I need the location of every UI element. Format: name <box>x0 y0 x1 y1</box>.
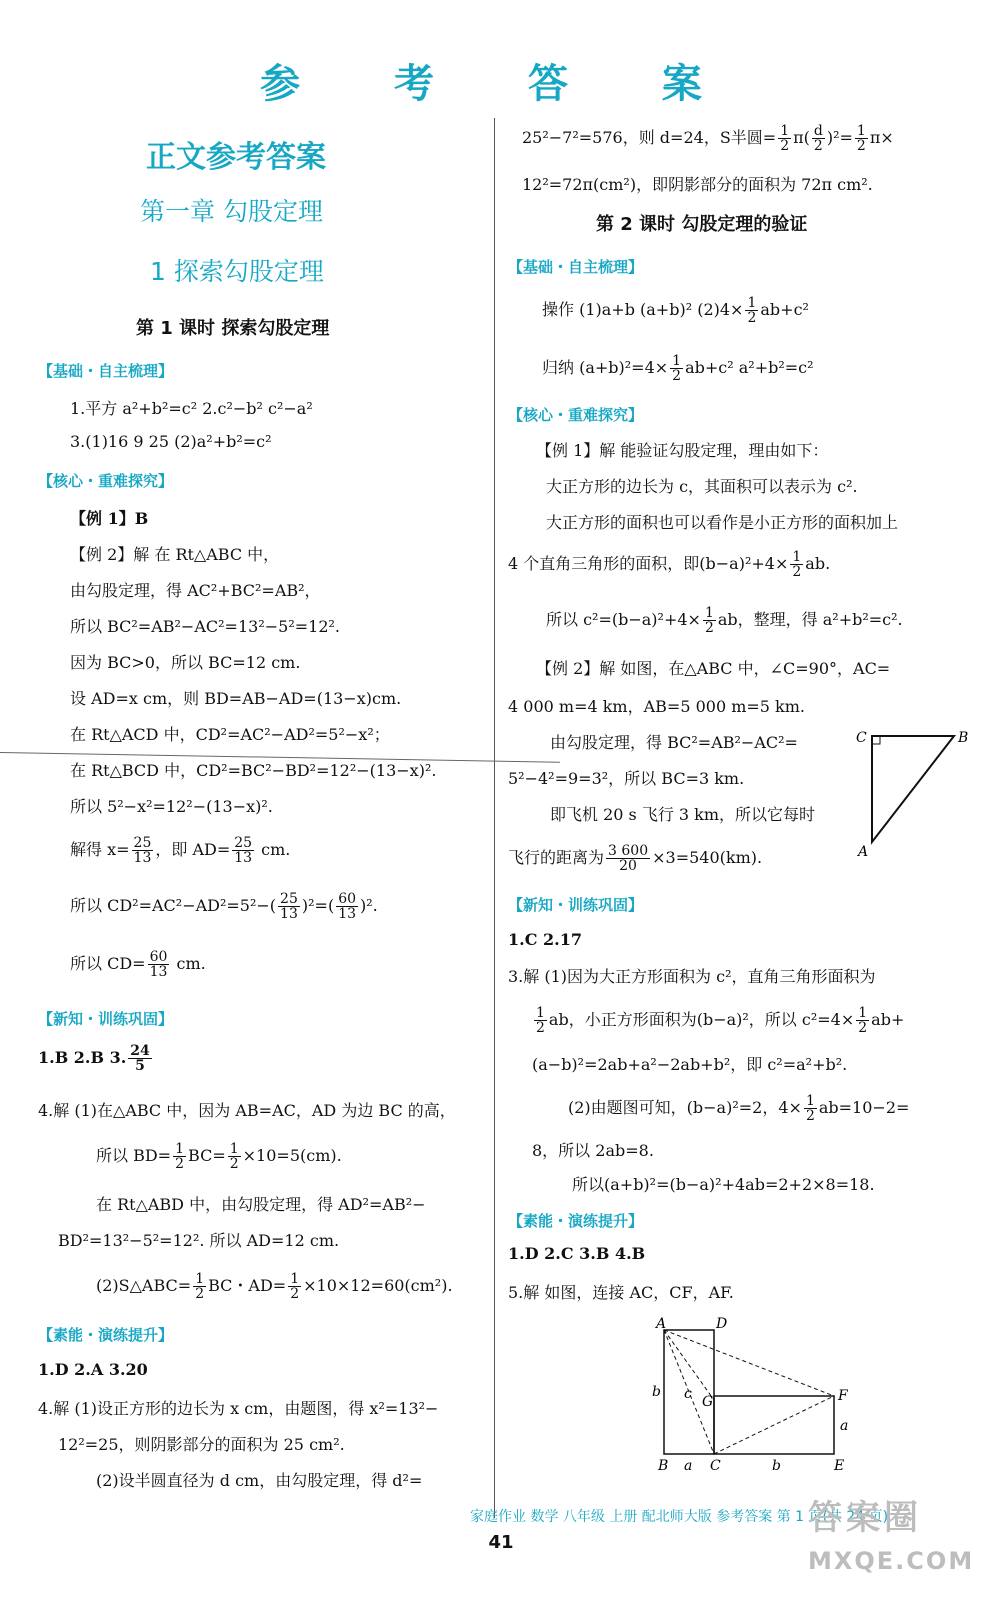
lesson-heading: 第 1 课时 探索勾股定理 <box>136 318 330 339</box>
fraction: $\frac{24}{5}$ <box>130 1043 150 1074</box>
side-label: a <box>684 1458 693 1474</box>
fraction: $\frac{1}{2}$ <box>672 353 682 384</box>
answer-line: 解得 x= $\frac{25}{13}$ ，即 AD= $\frac{25}{13}$ cm. <box>70 835 291 866</box>
answer-line: 3.(1)16 9 25 (2)a²+b²=c² <box>70 432 272 451</box>
watermark: 答案圈 MXQE.COM <box>808 1498 975 1575</box>
answer-line: 所以 CD²=AC²−AD²=5²−( $\frac{25}{13}$ )²=( $\frac{60}{13}$ )². <box>70 891 378 922</box>
fraction: $\frac{60}{13}$ <box>149 949 168 980</box>
answer-line: 所以 c²=(b−a)²+4× $\frac{1}{2}$ ab，整理，得 a²+b²=c². <box>546 605 903 636</box>
answer-line: 5.解 如图，连接 AC，CF，AF. <box>508 1283 734 1302</box>
tag-ability: 【素能・演练提升】 <box>508 1212 644 1230</box>
fraction: $\frac{3 600}{20}$ <box>608 843 649 874</box>
fraction: $\frac{25}{13}$ <box>280 891 298 922</box>
answer-line: 4.解 (1)在△ABC 中，因为 AB=AC，AD 为边 BC 的高， <box>38 1101 456 1120</box>
answer-line: 由勾股定理，得 BC²=AB²−AC²= <box>550 733 798 752</box>
answer-line: 操作 (1)a+b (a+b)² (2)4× $\frac{1}{2}$ ab+c² <box>542 295 809 326</box>
vertex-label: F <box>838 1388 848 1404</box>
answer-line: 大正方形的面积也可以看作是小正方形的面积加上 <box>546 513 899 532</box>
answer-line: 25²−7²=576，则 d=24，S半圆= $\frac{1}{2}$ π( $\frac{d}{2}$ )²= $\frac{1}{2}$ π× <box>522 123 894 154</box>
fraction: $\frac{1}{2}$ <box>704 605 714 636</box>
answer-line: 4 个直角三角形的面积，即(b−a)²+4× $\frac{1}{2}$ ab. <box>508 549 831 580</box>
answer-line: 【例 2】解 如图，在△ABC 中，∠C=90°，AC= <box>536 659 891 678</box>
answer-line: 5²−4²=9=3²，所以 BC=3 km. <box>508 769 745 788</box>
fraction: $\frac{1}{2}$ <box>805 1093 815 1124</box>
answer-line: 1.D 2.A 3.20 <box>38 1360 148 1379</box>
tag-core: 【核心・重难探究】 <box>508 406 644 424</box>
answer-line: 【例 2】解 在 Rt△ABC 中， <box>70 545 280 564</box>
fraction: $\frac{1}{2}$ <box>747 295 757 326</box>
tag-core: 【核心・重难探究】 <box>38 472 174 490</box>
fraction: $\frac{1}{2}$ <box>856 123 866 154</box>
answer-line: 大正方形的边长为 c，其面积可以表示为 c². <box>546 477 858 496</box>
fraction: $\frac{1}{2}$ <box>780 123 790 154</box>
vertex-label: C <box>710 1458 721 1474</box>
answer-line: 4.解 (1)设正方形的边长为 x cm，由题图，得 x²=13²− <box>38 1399 439 1418</box>
topic-heading: 1 探索勾股定理 <box>150 257 324 286</box>
tag-basic: 【基础・自主梳理】 <box>38 362 174 380</box>
section-heading: 正文参考答案 <box>146 140 326 175</box>
column-divider <box>494 118 495 1518</box>
tag-ability: 【素能・演练提升】 <box>38 1326 174 1344</box>
fraction: $\frac{1}{2}$ <box>290 1271 300 1302</box>
answer-line: $\frac{1}{2}$ ab，小正方形面积为(b−a)²，所以 c²=4× $\frac{1}{2}$ ab+ <box>536 1005 905 1036</box>
vertex-label: B <box>958 730 969 746</box>
side-label: a <box>840 1418 849 1434</box>
fraction: $\frac{d}{2}$ <box>813 123 823 154</box>
answer-line: 12²=25，则阴影部分的面积为 25 cm². <box>58 1435 345 1454</box>
answer-line: (2)S△ABC= $\frac{1}{2}$ BC・AD= $\frac{1}{2}$ ×10×12=60(cm²). <box>96 1271 453 1302</box>
answer-line: 所以 CD= $\frac{60}{13}$ cm. <box>70 949 206 980</box>
chapter-heading: 第一章 勾股定理 <box>140 197 323 226</box>
fraction: $\frac{1}{2}$ <box>175 1141 185 1172</box>
answer-line: (2)设半圆直径为 d cm，由勾股定理，得 d²= <box>96 1471 423 1490</box>
answer-line: 飞行的距离为 $\frac{3 600}{20}$ ×3=540(km). <box>508 843 763 874</box>
answer-line: 【例 1】解 能验证勾股定理，理由如下： <box>536 441 829 460</box>
fraction: $\frac{1}{2}$ <box>195 1271 205 1302</box>
answer-line: 归纳 (a+b)²=4× $\frac{1}{2}$ ab+c² a²+b²=c² <box>542 353 814 384</box>
answer-line: 1.平方 a²+b²=c² 2.c²−b² c²−a² <box>70 399 313 418</box>
answer-line: 设 AD=x cm，则 BD=AB−AD=(13−x)cm. <box>70 689 402 708</box>
side-label: c <box>684 1386 692 1402</box>
answer-line: (a−b)²=2ab+a²−2ab+b²，即 c²=a²+b². <box>532 1055 848 1074</box>
answer-line: 4 000 m=4 km，AB=5 000 m=5 km. <box>508 697 806 716</box>
side-label: b <box>772 1458 781 1474</box>
page-number: 41 <box>488 1532 514 1553</box>
answer-line: 所以 5²−x²=12²−(13−x)². <box>70 797 273 816</box>
answer-line: 在 Rt△ABD 中，由勾股定理，得 AD²=AB²− <box>96 1195 426 1214</box>
fraction: $\frac{1}{2}$ <box>792 549 802 580</box>
tag-basic: 【基础・自主梳理】 <box>508 258 644 276</box>
vertex-label: C <box>856 730 867 746</box>
right-triangle-figure <box>854 724 974 864</box>
lesson-heading: 第 2 课时 勾股定理的验证 <box>596 214 808 235</box>
answer-line: 【例 1】B <box>70 509 149 528</box>
page-footer: 家庭作业 数学 八年级 上册 配北师大版 参考答案 第 1 页(共 24 页) <box>470 1509 889 1525</box>
fraction: $\frac{60}{13}$ <box>338 891 357 922</box>
tag-new: 【新知・训练巩固】 <box>38 1010 174 1028</box>
vertex-label: B <box>658 1458 669 1474</box>
vertex-label: G <box>702 1394 714 1410</box>
answer-line: BD²=13²−5²=12². 所以 AD=12 cm. <box>58 1231 340 1250</box>
fraction: $\frac{25}{13}$ <box>133 835 152 866</box>
page-title: 参 考 答 案 <box>260 61 742 107</box>
fraction: $\frac{1}{2}$ <box>229 1141 239 1172</box>
rectangle-geometry-figure <box>648 1316 868 1476</box>
vertex-label: A <box>858 844 869 860</box>
fraction: $\frac{1}{2}$ <box>858 1005 868 1036</box>
answer-line: 所以 BD= $\frac{1}{2}$ BC= $\frac{1}{2}$ ×10=5(cm). <box>96 1141 342 1172</box>
answer-line: 在 Rt△ACD 中，CD²=AC²−AD²=5²−x²； <box>70 725 390 744</box>
fraction: $\frac{1}{2}$ <box>536 1005 545 1036</box>
vertex-label: D <box>716 1316 728 1332</box>
fraction: $\frac{25}{13}$ <box>234 835 253 866</box>
answer-line: 所以(a+b)²=(b−a)²+4ab=2+2×8=18. <box>572 1175 875 1194</box>
answer-line: 3.解 (1)因为大正方形面积为 c²，直角三角形面积为 <box>508 967 876 986</box>
answer-line: 1.D 2.C 3.B 4.B <box>508 1244 646 1263</box>
answer-line: 所以 BC²=AB²−AC²=13²−5²=12². <box>70 617 340 636</box>
answer-line: (2)由题图可知，(b−a)²=2，4× $\frac{1}{2}$ ab=10−2= <box>568 1093 910 1124</box>
answer-line: 由勾股定理，得 AC²+BC²=AB²， <box>70 581 321 600</box>
answer-line: 因为 BC>0，所以 BC=12 cm. <box>70 653 301 672</box>
answer-line: 在 Rt△BCD 中，CD²=BC²−BD²=12²−(13−x)². <box>70 761 437 780</box>
vertex-label: A <box>656 1316 667 1332</box>
answer-line: 即飞机 20 s 飞行 3 km，所以它每时 <box>550 805 816 824</box>
answer-line: 8，所以 2ab=8. <box>532 1141 654 1160</box>
tag-new: 【新知・训练巩固】 <box>508 896 644 914</box>
answer-line: 1.C 2.17 <box>508 930 582 949</box>
vertex-label: E <box>834 1458 845 1474</box>
answer-line: 1.B 2.B 3. $\frac{24}{5}$ <box>38 1043 150 1074</box>
answer-line: 12²=72π(cm²)，即阴影部分的面积为 72π cm². <box>522 175 873 194</box>
side-label: b <box>652 1384 661 1400</box>
